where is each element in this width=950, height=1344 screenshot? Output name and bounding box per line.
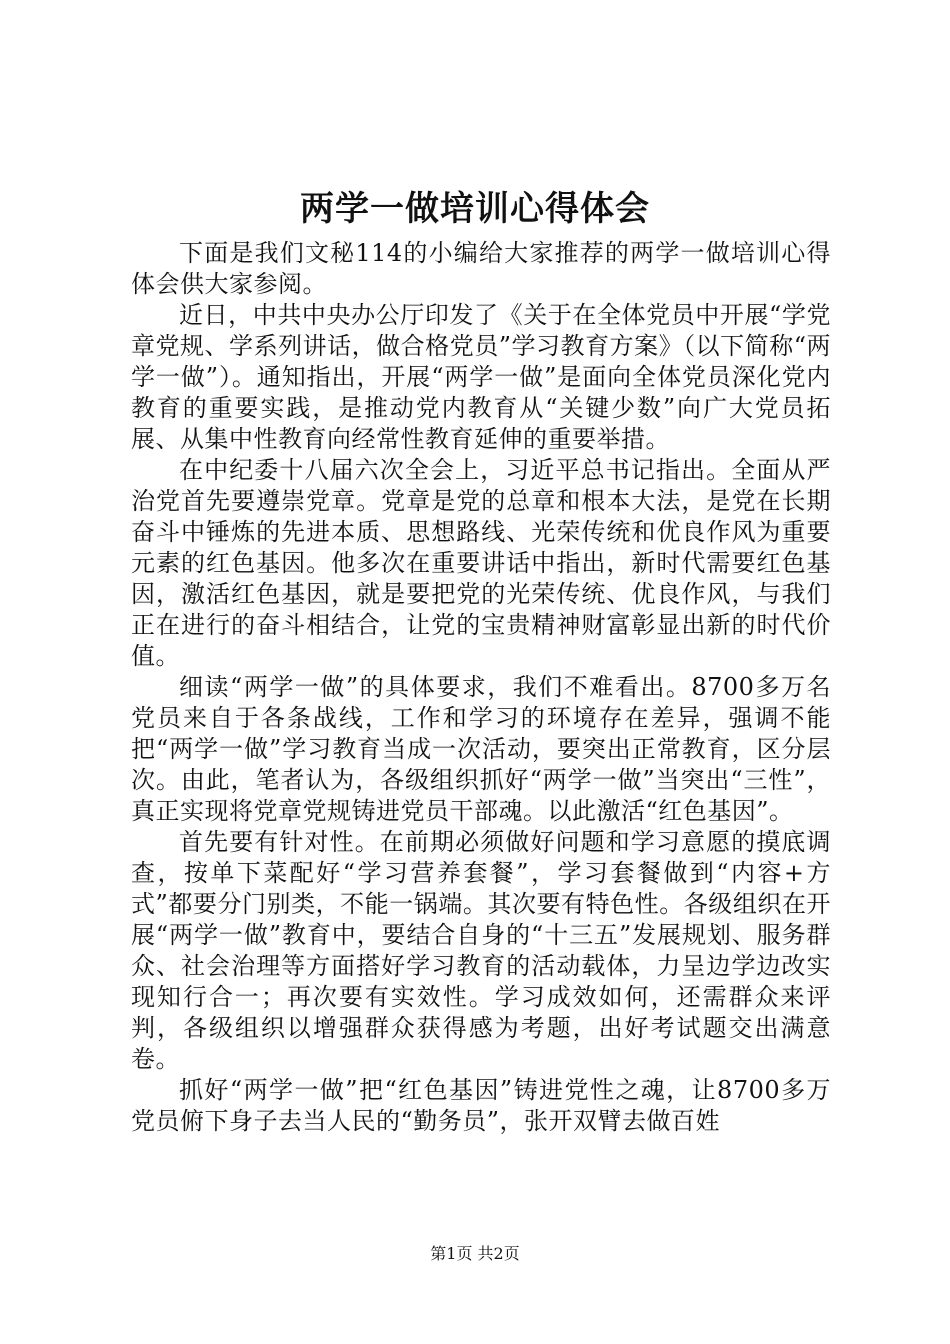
page-number-footer: 第1页 共2页	[430, 1244, 520, 1263]
document-title: 两学一做培训心得体会	[300, 189, 650, 229]
paragraph-plenary: 在中纪委十八届六次全会上，习近平总书记指出。全面从严治党首先要遵崇党章。党章是党的总章和根本大法，是党在长期奋斗中锤炼的先进本质、思想路线、光荣传统和优良作风为重要元素的红色基因。他多次在重要讲话中指出，新时代需要红色基因，激活红色基因，就是要把党的光荣传统、优良作风，与我们正在进行的奋斗相结合，让党的宝贵精神财富彰显出新的时代价值。	[131, 456, 831, 670]
paragraph-intro: 下面是我们文秘114的小编给大家推荐的两学一做培训心得体会供大家参阅。	[131, 239, 831, 298]
paragraph-three-aspects: 首先要有针对性。在前期必须做好问题和学习意愿的摸底调查，按单下菜配好“学习营养套餐”，学习套餐做到“内容+方式”都要分门别类，不能一锅端。其次要有特色性。各级组织在开展“两学一做”教育中，要结合自身的“十三五”发展规划、服务群众、社会治理等方面搭好学习教育的活动载体，力呈边学边改实现知行合一；再次要有实效性。学习成效如何，还需群众来评判，各级组织以增强群众获得感为考题，出好考试题交出满意卷。	[131, 828, 831, 1073]
paragraph-requirements: 细读“两学一做”的具体要求，我们不难看出。8700多万名党员来自于各条战线，工作和学习的环境存在差异，强调不能把“两学一做”学习教育当成一次活动，要突出正常教育，区分层次。由此，笔者认为，各级组织抓好“两学一做”当突出“三性”，真正实现将党章党规铸进党员干部魂。以此激活“红色基因”。	[131, 673, 831, 825]
paragraph-notice: 近日，中共中央办公厅印发了《关于在全体党员中开展“学党章党规、学系列讲话，做合格党员”学习教育方案》（以下简称“两学一做”）。通知指出，开展“两学一做”是面向全体党员深化党内教育的重要实践，是推动党内教育从“关键少数”向广大党员拓展、从集中性教育向经常性教育延伸的重要举措。	[131, 301, 831, 453]
document-body	[131, 238, 831, 1137]
paragraph-conclusion: 抓好“两学一做”把“红色基因”铸进党性之魂，让8700多万党员俯下身子去当人民的“勤务员”，张开双臂去做百姓	[131, 1076, 831, 1135]
